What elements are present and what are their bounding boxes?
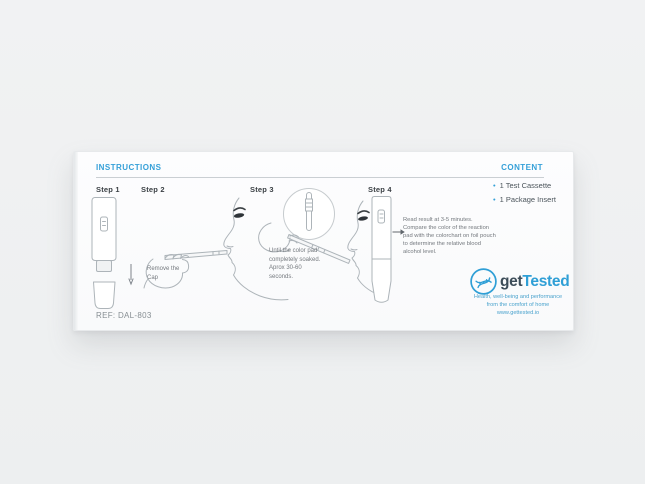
logo-wordmark bbox=[500, 274, 569, 290]
logo-word-tested: Tested bbox=[522, 272, 570, 290]
eye-icon bbox=[234, 208, 245, 219]
content-item-label: 1 Test Cassette bbox=[499, 181, 552, 190]
brand-tagline bbox=[452, 293, 584, 309]
box-left-edge bbox=[74, 152, 78, 330]
tagline-line-1: Health, well-being and performance bbox=[473, 294, 563, 300]
bullet-icon: • bbox=[493, 195, 496, 204]
content-item-test-cassette bbox=[493, 181, 556, 190]
step-2-label: Step 2 bbox=[141, 185, 165, 194]
step-3-note: Until the color pad completely soaked. Aprox 30-60 seconds. bbox=[269, 248, 321, 281]
content-list bbox=[493, 181, 556, 209]
brand-website: www.gettested.io bbox=[496, 310, 540, 316]
step-4-label: Step 4 bbox=[368, 185, 392, 194]
header-divider bbox=[96, 177, 544, 178]
gettested-logo bbox=[470, 268, 569, 295]
tagline-line-2: from the comfort of home bbox=[486, 302, 550, 309]
bullet-icon: • bbox=[493, 181, 496, 190]
down-arrow-icon bbox=[129, 264, 133, 284]
step-4-note: Read result at 3-5 minutes. Compare the color of the reaction pad with the colorchart on foil pouch to determine the relative blood alcohol level. bbox=[403, 217, 496, 256]
step-1-cassette-remove-cap-illustration bbox=[85, 196, 145, 318]
content-heading: CONTENT bbox=[501, 163, 543, 172]
step-3-label: Step 3 bbox=[250, 185, 274, 194]
content-item-package-insert bbox=[493, 195, 556, 204]
step-4-assembled-device-illustration bbox=[367, 195, 397, 305]
step-3-color-pad-magnifier-illustration bbox=[249, 187, 381, 305]
content-item-label: 1 Package Insert bbox=[499, 195, 556, 204]
ref-code: REF: DAL-803 bbox=[96, 311, 152, 320]
logo-word-get: get bbox=[500, 272, 523, 290]
test-kit-box-back-panel bbox=[73, 151, 574, 331]
dna-icon bbox=[470, 268, 497, 295]
instructions-heading: INSTRUCTIONS bbox=[96, 163, 162, 172]
step-1-label: Step 1 bbox=[96, 185, 120, 194]
step-1-note: Remove the Cap bbox=[147, 266, 180, 281]
